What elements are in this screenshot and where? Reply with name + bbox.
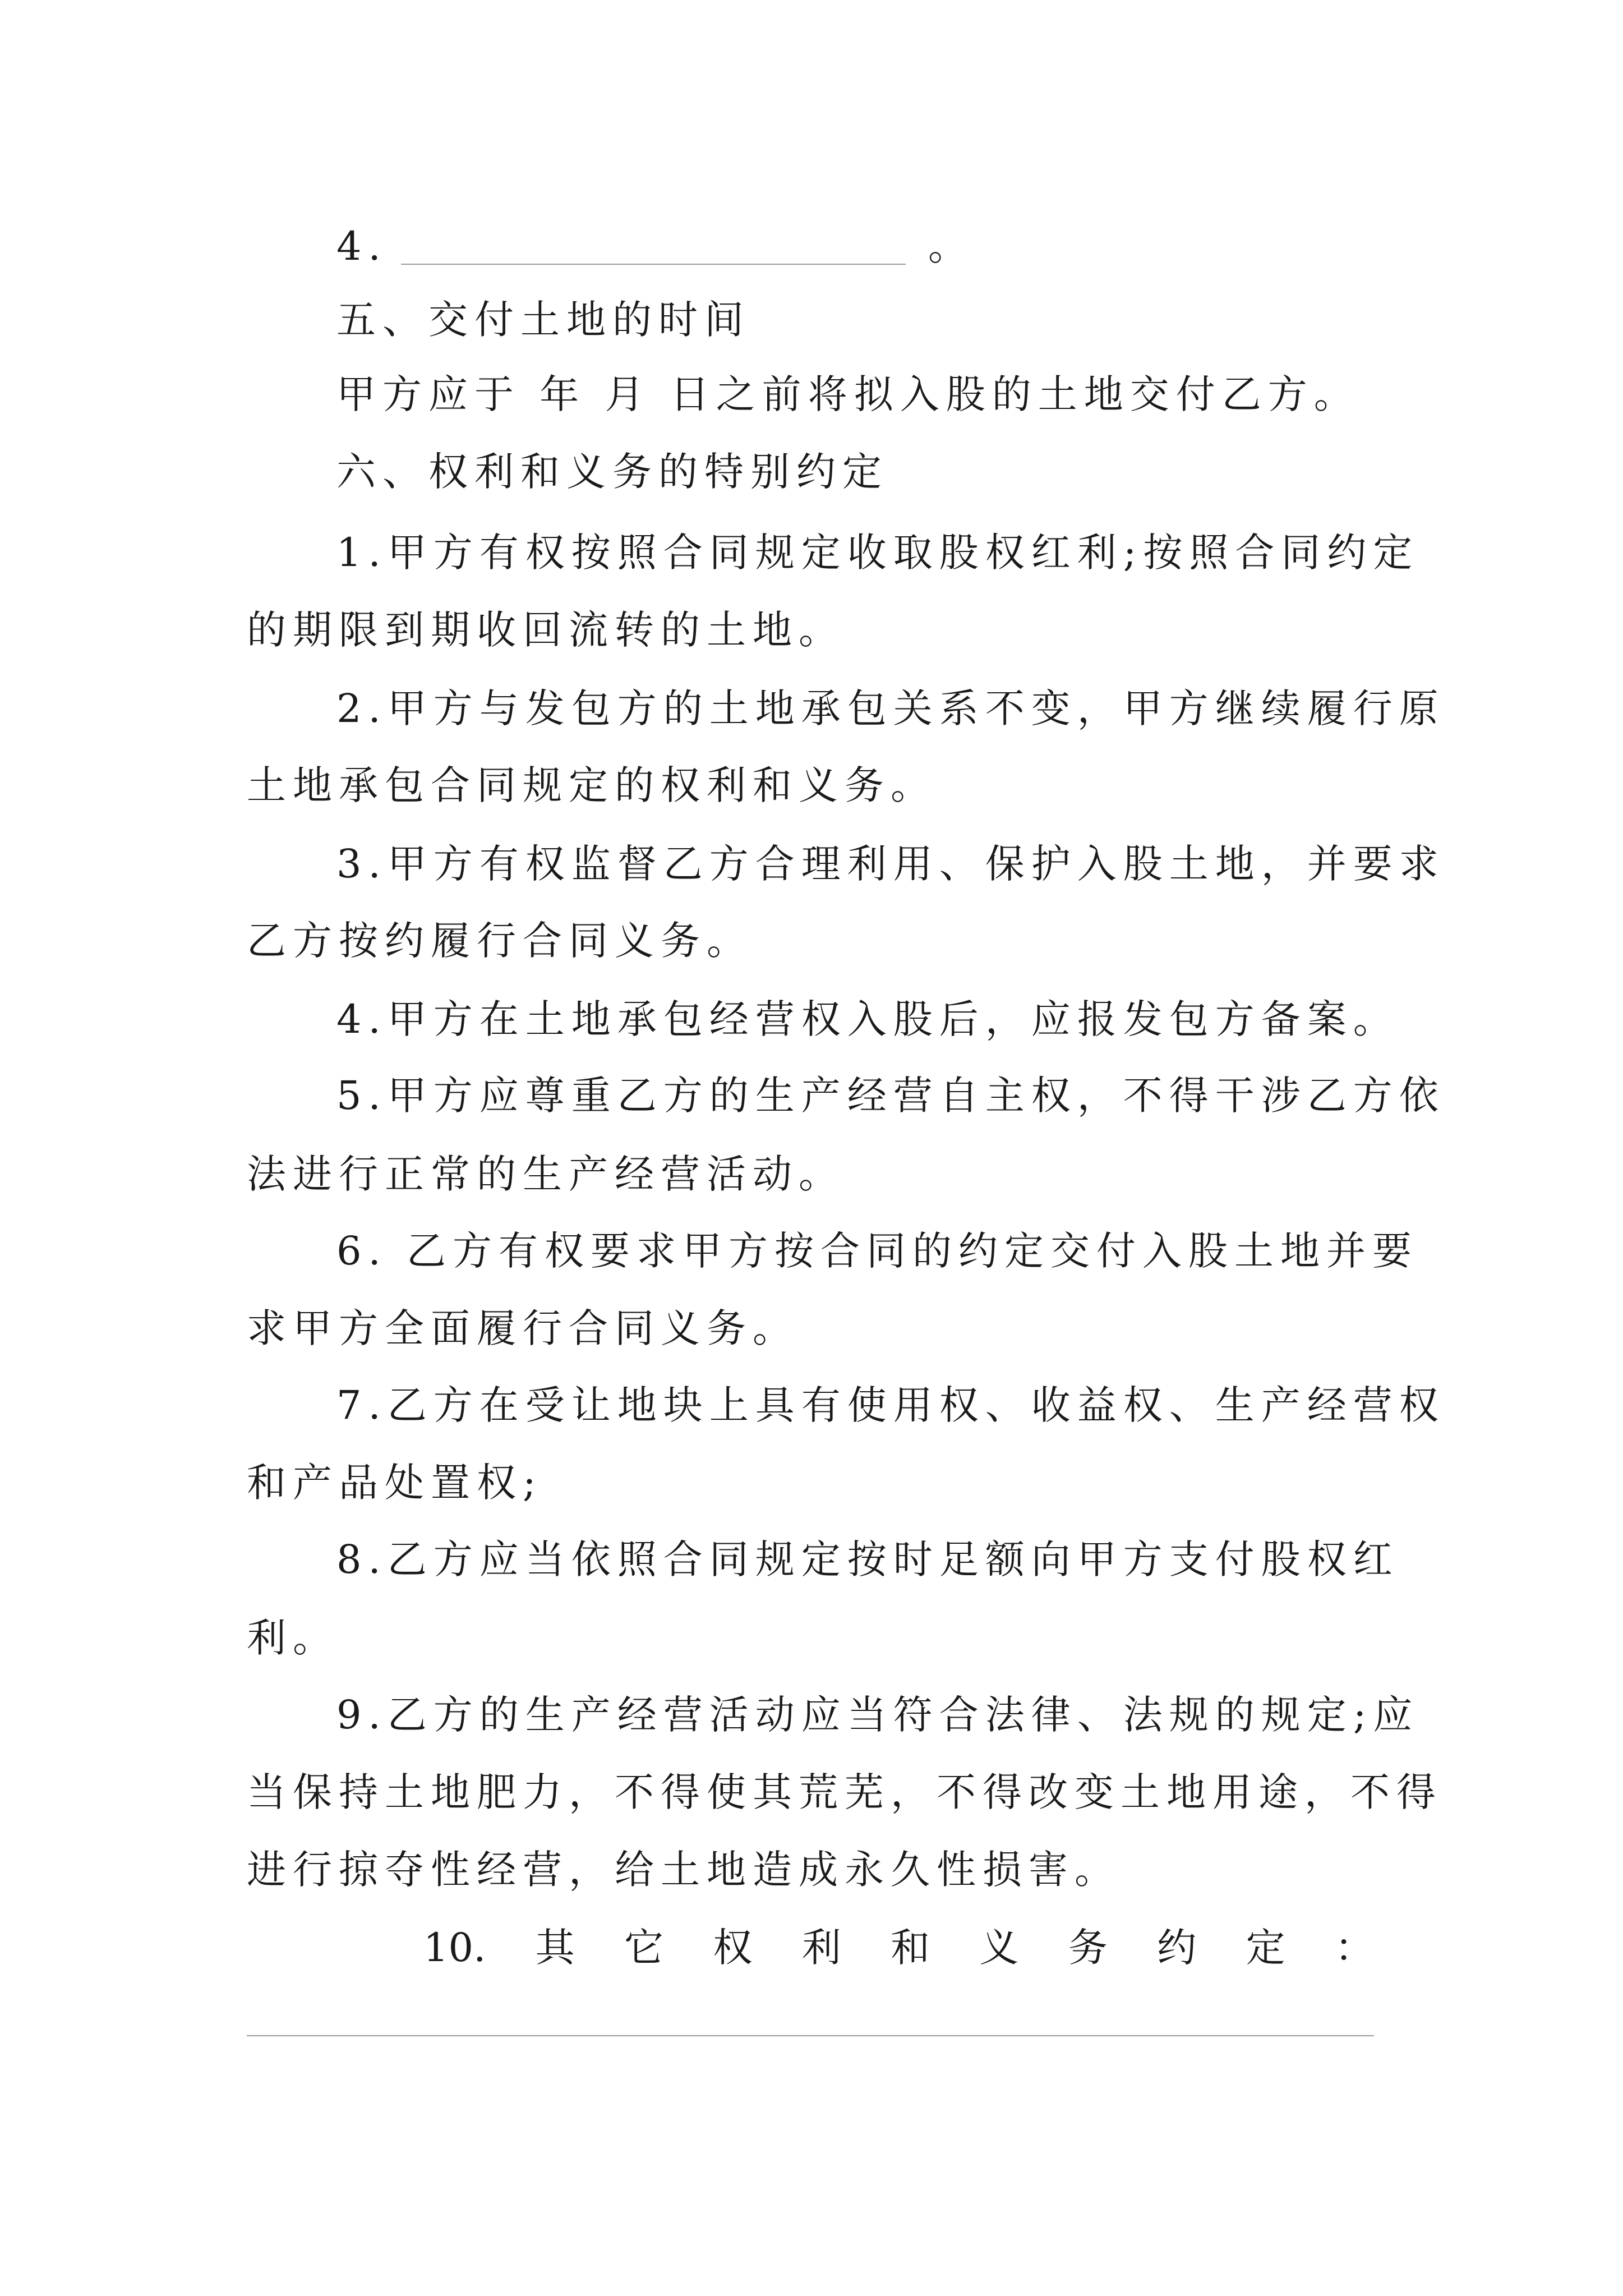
clause-7-line-2: 和产品处置权; <box>247 1460 543 1506</box>
clause-7-line-1: 7.乙方在受让地块上具有使用权、收益权、生产经营权 <box>336 1382 1445 1428</box>
clause-10-word: 权 <box>713 1925 753 1971</box>
clause-3-line-2: 乙方按约履行合同义务。 <box>247 918 753 964</box>
clause-5-line-1: 5.甲方应尊重乙方的生产经营自主权，不得干涉乙方依 <box>336 1073 1445 1119</box>
clause-4-line-1: 4.甲方在土地承包经营权入股后，应报发包方备案。 <box>336 996 1399 1042</box>
item-4-blank-line <box>401 264 906 265</box>
clause-10-word: 利 <box>801 1925 841 1971</box>
clause-10-word: ： <box>1334 1925 1374 1971</box>
clause-6-line-1: 6. 乙方有权要求甲方按合同的约定交付入股土地并要 <box>336 1228 1419 1274</box>
clause-5-line-2: 法进行正常的生产经营活动。 <box>247 1151 845 1197</box>
section-5-heading: 五、交付土地的时间 <box>336 297 750 343</box>
clause-1-line-2: 的期限到期收回流转的土地。 <box>247 607 845 653</box>
item-4-label: 4. <box>336 223 388 269</box>
clause-10-word: 定 <box>1246 1925 1285 1971</box>
clause-9-line-3: 进行掠夺性经营，给土地造成永久性损害。 <box>247 1847 1121 1893</box>
clause-10-word: 义 <box>979 1925 1019 1971</box>
clause-1-line-1: 1.甲方有权按照合同规定收取股权红利;按照合同约定 <box>336 530 1419 576</box>
section-6-heading: 六、权利和义务的特别约定 <box>336 449 888 495</box>
item-4-end: 。 <box>928 223 974 269</box>
clause-10-word: 约 <box>1157 1925 1197 1971</box>
clause-9-line-2: 当保持土地肥力，不得使其荒芜，不得改变土地用途，不得 <box>247 1769 1442 1815</box>
clause-6-line-2: 求甲方全面履行合同义务。 <box>247 1305 799 1351</box>
clause-8-line-2: 利。 <box>247 1615 339 1661</box>
clause-10-word: 10. <box>423 1925 486 1971</box>
clause-2-line-2: 土地承包合同规定的权利和义务。 <box>247 762 937 808</box>
clause-10-word: 和 <box>891 1925 930 1971</box>
clause-8-line-1: 8.乙方应当依照合同规定按时足额向甲方支付股权红 <box>336 1536 1399 1582</box>
clause-10-line <box>423 1925 1374 1971</box>
section-5-body: 甲方应于 年 月 日之前将拟入股的土地交付乙方。 <box>336 371 1360 417</box>
clause-2-line-1: 2.甲方与发包方的土地承包关系不变，甲方继续履行原 <box>336 685 1445 731</box>
clause-10-word: 其 <box>535 1925 575 1971</box>
clause-10-word: 它 <box>624 1925 664 1971</box>
clause-9-line-1: 9.乙方的生产经营活动应当符合法律、法规的规定;应 <box>336 1692 1419 1738</box>
clause-10-word: 务 <box>1068 1925 1108 1971</box>
clause-10-blank-line <box>247 2035 1374 2036</box>
clause-3-line-1: 3.甲方有权监督乙方合理利用、保护入股土地，并要求 <box>336 841 1445 887</box>
